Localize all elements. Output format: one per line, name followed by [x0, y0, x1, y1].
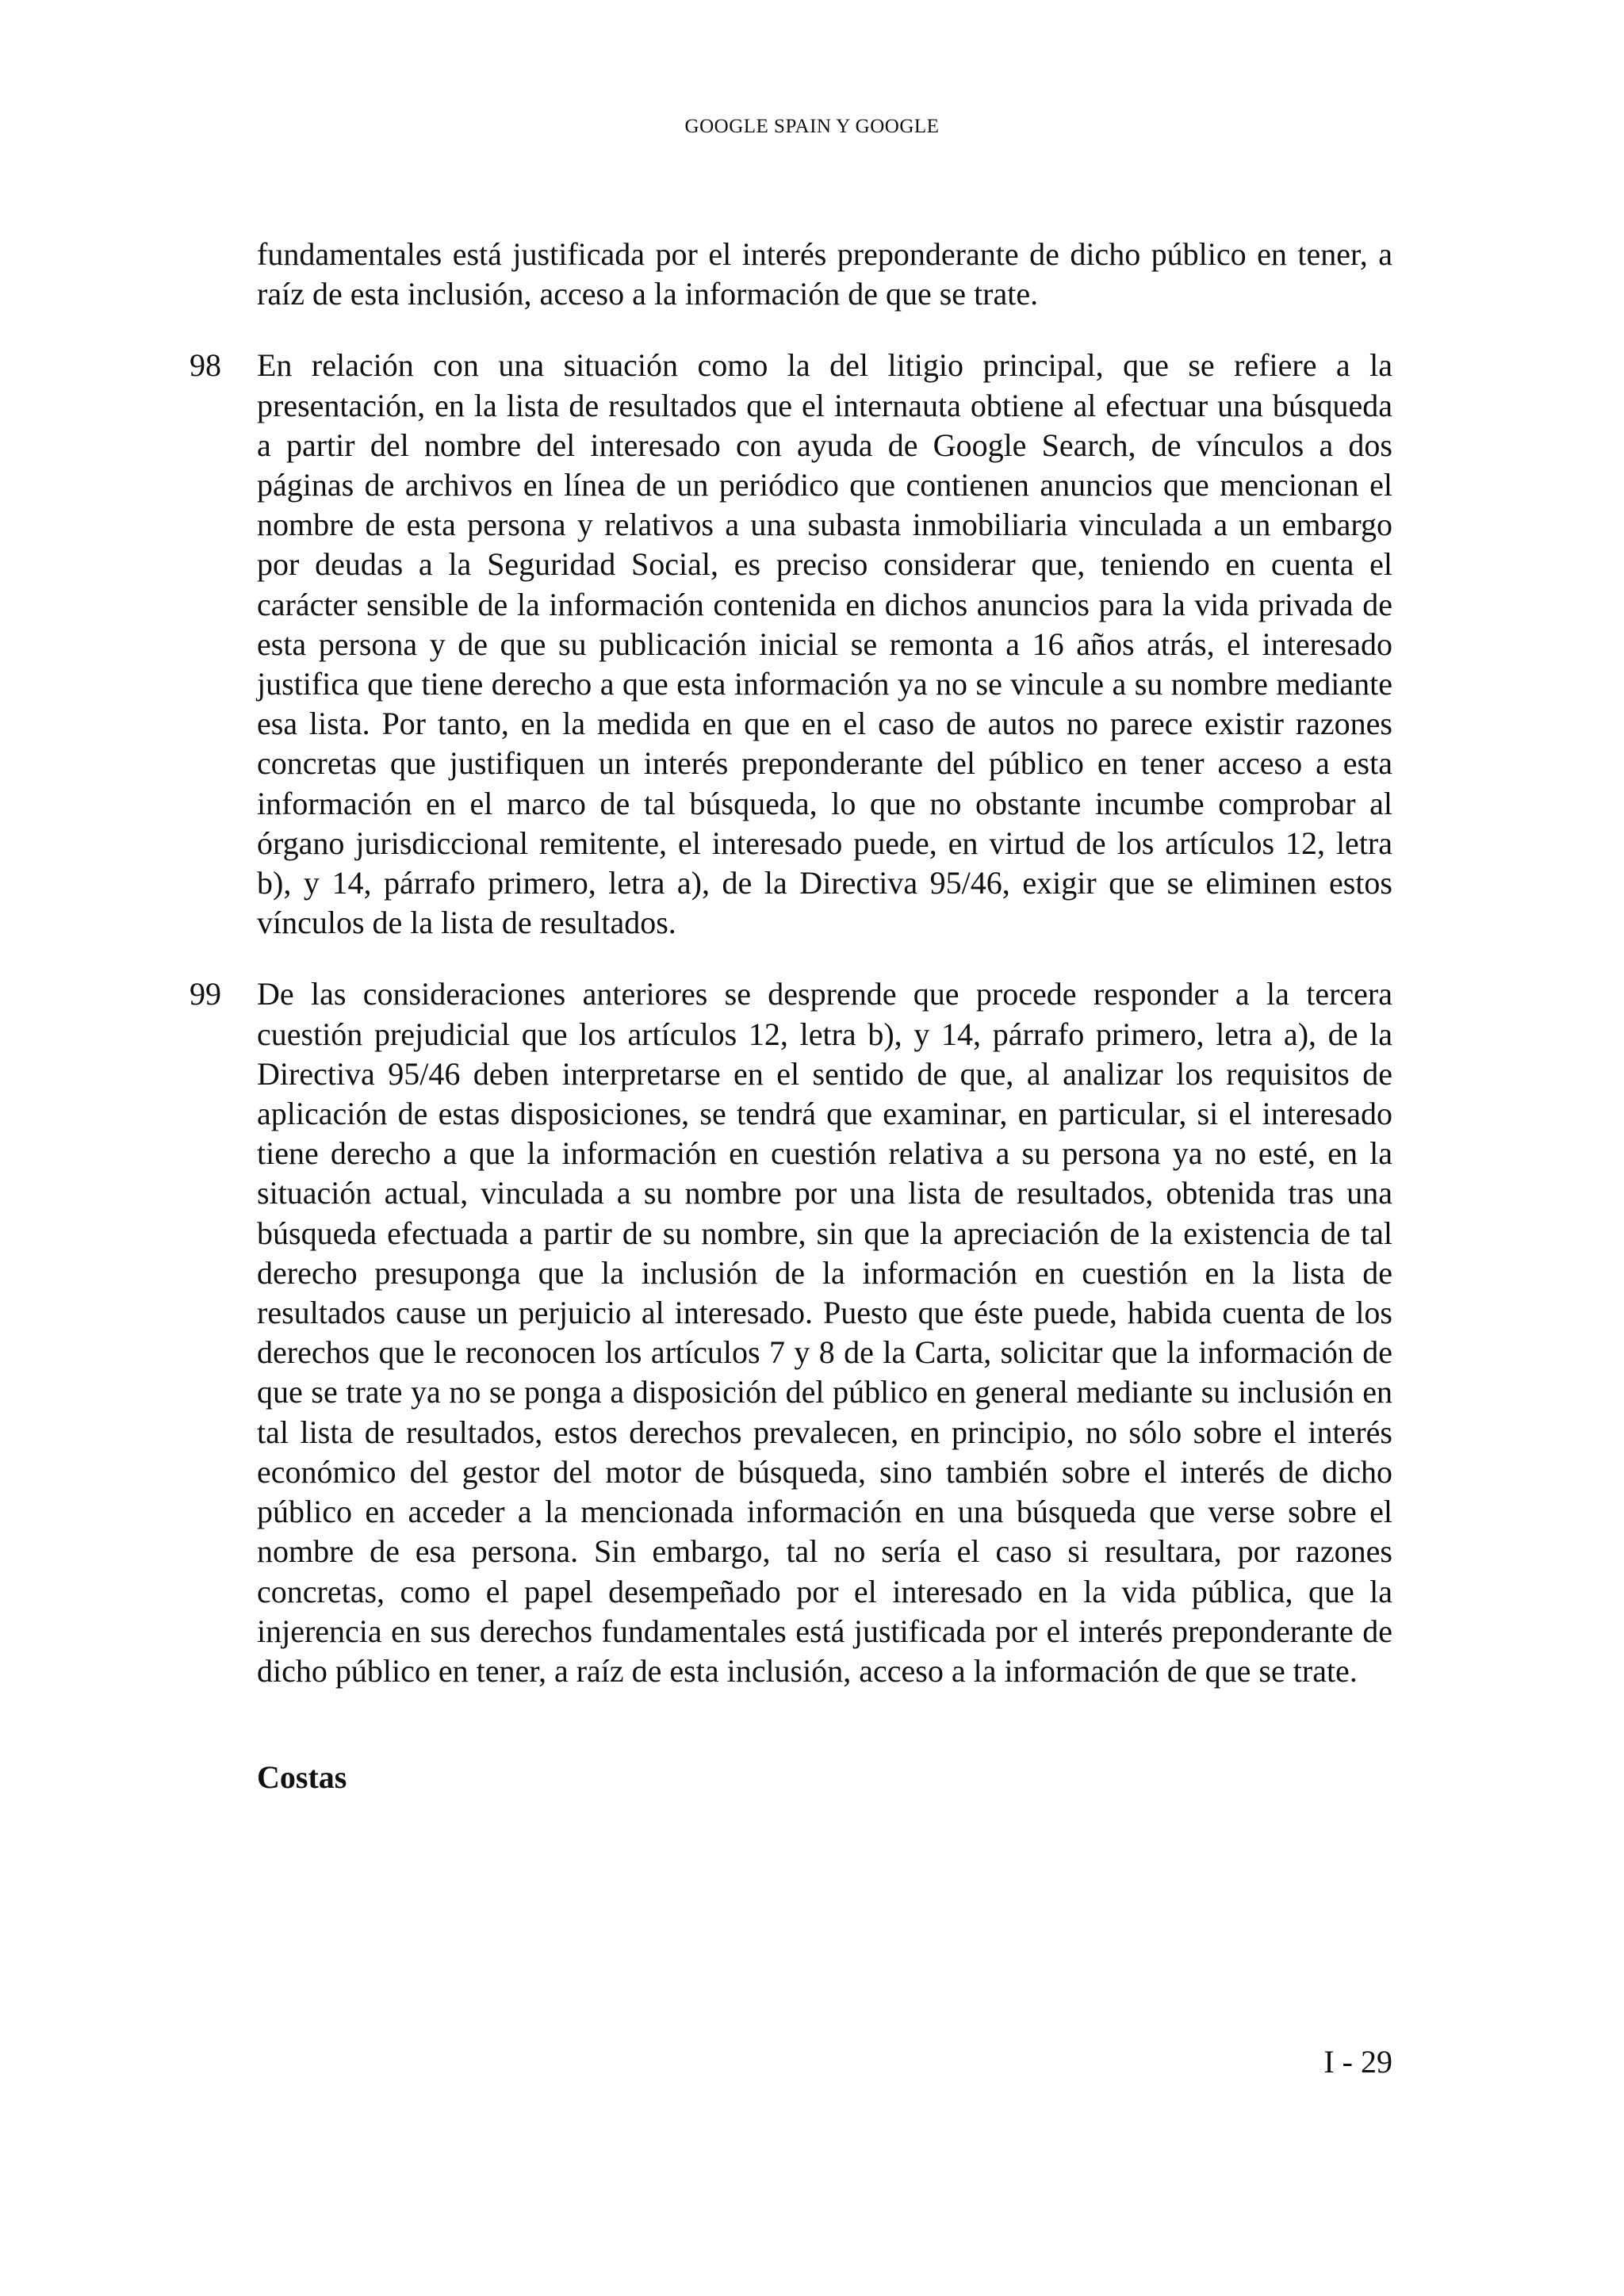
- paragraph-text: De las consideraciones anteriores se desprende que procede responder a la tercera cuestión prejudicial que los artículos 12, letra b), y 14, párrafo primero, letra a), de la Directiva 95/46 deben interpretarse en el sentido de que, al analizar los requisitos de aplicación de estas disposiciones, se tendrá que examinar, en particular, si el interesado tiene derecho a que la información en cuestión relativa a su persona ya no esté, en la situación actual, vinculada a su nombre por una lista de resultados, obtenida tras una búsqueda efectuada a partir de su nombre, sin que la apreciación de la existencia de tal derecho presuponga que la inclusión de la información en cuestión en la lista de resultados cause un perjuicio al interesado. Puesto que éste puede, habida cuenta de los derechos que le reconocen los artículos 7 y 8 de la Carta, solicitar que la información de que se trate ya no se ponga a disposición del público en general mediante su inclusión en tal lista de resultados, estos derechos prevalecen, en principio, no sólo sobre el interés económico del gestor del motor de búsqueda, sino también sobre el interés de dicho público en acceder a la mencionada información en una búsqueda que verse sobre el nombre de esa persona. Sin embargo, tal no sería el caso si resultara, por razones concretas, como el papel desempeñado por el interesado en la vida pública, que la injerencia en sus derechos fundamentales está justificada por el interés preponderante de dicho público en tener, a raíz de esta inclusión, acceso a la información de que se trate.: [257, 976, 1392, 1689]
- paragraph-99: [190, 974, 1392, 1691]
- paragraph-number: 99: [190, 976, 221, 1012]
- page-number: I - 29: [1323, 2044, 1392, 2080]
- paragraph-continuation: [257, 235, 1392, 314]
- paragraph-98: [190, 346, 1392, 943]
- running-header: GOOGLE SPAIN Y GOOGLE: [684, 116, 940, 137]
- paragraph-text: fundamentales está justificada por el interés preponderante de dicho público en tener, a raíz de esta inclusión, acceso a la información de que se trate.: [257, 236, 1392, 312]
- document-body: [190, 235, 1392, 1797]
- section-heading-costas: Costas: [257, 1759, 347, 1796]
- paragraph-number: 98: [190, 347, 221, 384]
- paragraph-text: En relación con una situación como la del litigio principal, que se refiere a la presentación, en la lista de resultados que el internauta obtiene al efectuar una búsqueda a partir del nombre del interesado con ayuda de Google Search, de vínculos a dos páginas de archivos en línea de un periódico que contienen anuncios que mencionan el nombre de esta persona y relativos a una subasta inmobiliaria vinculada a un embargo por deudas a la Seguridad Social, es preciso considerar que, teniendo en cuenta el carácter sensible de la información contenida en dichos anuncios para la vida privada de esta persona y de que su publicación inicial se remonta a 16 años atrás, el interesado justifica que tiene derecho a que esta información ya no se vincule a su nombre mediante esa lista. Por tanto, en la medida en que en el caso de autos no parece existir razones concretas que justifiquen un interés preponderante del público en tener acceso a esta información en el marco de tal búsqueda, lo que no obstante incumbe comprobar al órgano jurisdiccional remitente, el interesado puede, en virtud de los artículos 12, letra b), y 14, párrafo primero, letra a), de la Directiva 95/46, exigir que se eliminen estos vínculos de la lista de resultados.: [257, 347, 1392, 941]
